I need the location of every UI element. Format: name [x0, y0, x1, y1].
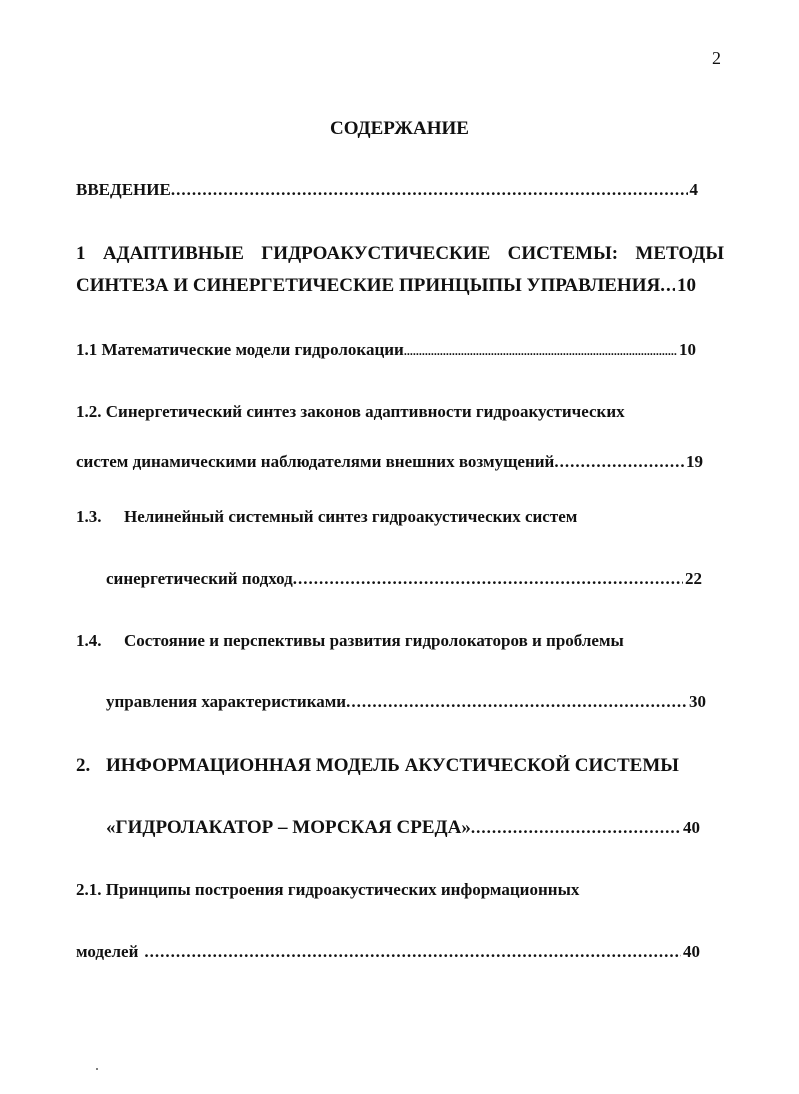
toc-entry-label: 1.1 Математические модели гидролокации [76, 340, 404, 359]
toc-section-1-2-line-2 [76, 452, 703, 472]
toc-chapter-2-line-1 [76, 755, 716, 777]
toc-entry-label: Состояние и перспективы развития гидролокаторов и проблемы [124, 631, 624, 650]
dot-leader [554, 452, 684, 472]
toc-entry-number: 1.3. [76, 507, 102, 526]
toc-entry-label: моделей [76, 942, 139, 961]
toc-section-1-4-line-2 [106, 692, 706, 712]
toc-section-1-3-line-2 [106, 569, 702, 589]
page-title: СОДЕРЖАНИЕ [330, 118, 469, 139]
dot-leader [346, 692, 687, 712]
toc-entry-page: 22 [685, 569, 702, 588]
toc-chapter-1-line-1 [76, 243, 724, 265]
dot-leader [171, 180, 688, 200]
dot-leader [293, 569, 683, 589]
toc-entry-label: ВВЕДЕНИЕ [76, 180, 171, 199]
toc-section-2-1-line-1 [76, 880, 716, 900]
toc-entry-page: 4 [689, 180, 698, 199]
toc-chapter-1-line-2 [76, 275, 696, 297]
toc-entry-label: «ГИДРОЛАКАТОР – МОРСКАЯ СРЕДА» [106, 817, 471, 838]
toc-section-1-2-line-1 [76, 402, 716, 422]
toc-entry-label: СИНТЕЗА И СИНЕРГЕТИЧЕСКИЕ ПРИНЦЫПЫ УПРАВЛЕНИЯ [76, 275, 661, 296]
toc-entry-intro [76, 180, 698, 200]
toc-entry-number: 1.4. [76, 631, 102, 650]
toc-section-1-4-line-1 [76, 631, 716, 651]
toc-section-1-1 [76, 340, 696, 360]
toc-entry-label: синергетический подход [106, 569, 293, 588]
toc-entry-number: 2. [76, 755, 91, 776]
toc-entry-page: 40 [683, 942, 700, 961]
toc-entry-page: 10 [679, 340, 696, 359]
toc-section-2-1-line-2 [76, 942, 700, 962]
dot-leader [660, 275, 675, 297]
toc-entry-label: 2.1. Принципы построения гидроакустических информационных [76, 880, 580, 899]
dot-leader [404, 344, 677, 359]
toc-entry-label: систем динамическими наблюдателями внешних возмущений [76, 452, 555, 471]
toc-entry-label: 1 АДАПТИВНЫЕ ГИДРОАКУСТИЧЕСКИЕ СИСТЕМЫ: МЕТОДЫ [76, 243, 724, 264]
scan-speck [96, 1068, 98, 1070]
toc-entry-page: 40 [683, 818, 700, 837]
toc-entry-label: управления характеристиками [106, 692, 347, 711]
dot-leader [138, 942, 681, 962]
page-number: 2 [712, 48, 721, 68]
toc-section-1-3-line-1 [76, 507, 716, 527]
toc-entry-label: ИНФОРМАЦИОННАЯ МОДЕЛЬ АКУСТИЧЕСКОЙ СИСТЕМЫ [106, 755, 679, 776]
dot-leader [471, 818, 681, 838]
toc-entry-page: 10 [677, 275, 696, 296]
toc-entry-label: 1.2. Синергетический синтез законов адаптивности гидроакустических [76, 402, 625, 421]
toc-entry-page: 19 [686, 452, 703, 471]
toc-chapter-2-line-2 [106, 817, 700, 839]
toc-entry-page: 30 [689, 692, 706, 711]
toc-entry-label: Нелинейный системный синтез гидроакустических систем [124, 507, 578, 526]
